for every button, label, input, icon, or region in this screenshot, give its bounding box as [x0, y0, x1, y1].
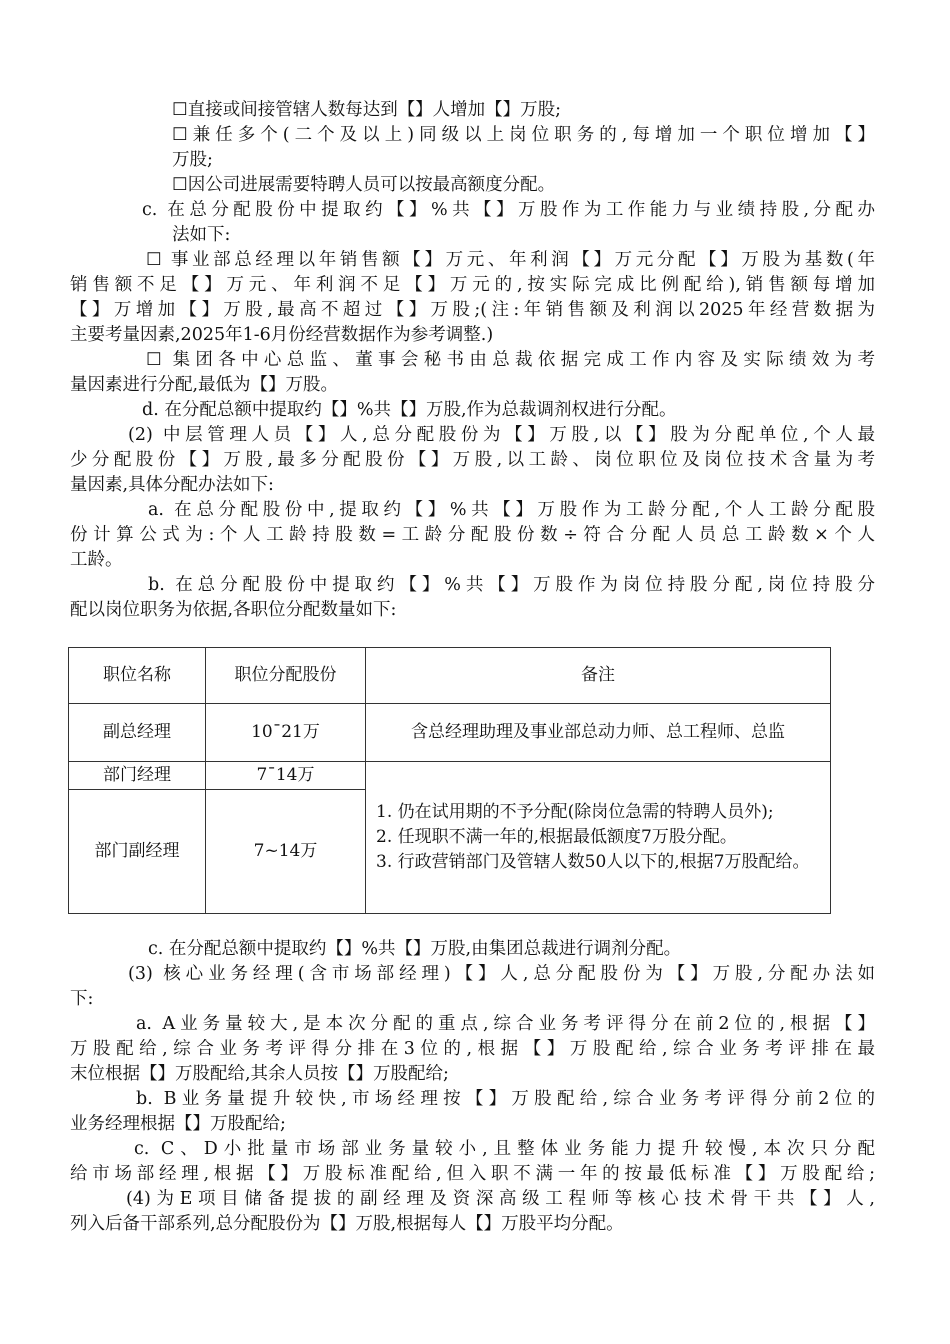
text-line: ☐直接或间接管辖人数每达到【】人增加【】万股; [172, 100, 562, 120]
paragraph-block-bottom [70, 937, 875, 1237]
text-line: 业务经理根据【】万股配给; [70, 1114, 286, 1134]
text-line: 列入后备干部系列,总分配股份为【】万股,根据每人【】万股平均分配。 [70, 1214, 624, 1234]
text-line: c. C、D小批量市场部业务量较小,且整体业务能力提升较慢,本次只分配 [134, 1139, 875, 1159]
row-note: 含总经理助理及事业部总动力师、总工程师、总监 [366, 704, 831, 762]
text-lines-top [70, 98, 875, 623]
text-line: b. B业务量提升较快,市场经理按【】万股配给,综合业务考评得分前2位的 [136, 1089, 875, 1109]
row-shares: 7~14万 [206, 790, 366, 914]
table-header-position: 职位名称 [69, 648, 206, 704]
text-line: 配以岗位职务为依据,各职位分配数量如下: [70, 600, 397, 620]
row-shares: 7¯14万 [206, 762, 366, 790]
text-line: a. 在总分配股份中,提取约【】%共【】万股作为工龄分配,个人工龄分配股 [148, 500, 875, 520]
text-line: (4)为E项目储备提拔的副经理及资深高级工程师等核心技术骨干共【】人, [126, 1189, 875, 1209]
allocation-table [68, 647, 831, 914]
text-line: 主要考量因素,2025年1-6月份经营数据作为参考调整.) [70, 325, 494, 345]
text-line: 万股配给,综合业务考评得分排在3位的,根据【】万股配给,综合业务考评排在最 [70, 1039, 875, 1059]
text-line: (3) 核心业务经理(含市场部经理)【】人,总分配股份为【】万股,分配办法如 [128, 964, 875, 984]
text-line: b. 在总分配股份中提取约【】%共【】万股作为岗位持股分配,岗位持股分 [148, 575, 875, 595]
table-header-note: 备注 [366, 648, 831, 704]
note-item: 2. 任现职不满一年的,根据最低额度7万股分配。 [376, 827, 737, 847]
text-line: (2) 中层管理人员【】人,总分配股份为【】万股,以【】股为分配单位,个人最 [128, 425, 875, 445]
text-line: 量因素进行分配,最低为【】万股。 [70, 375, 339, 395]
shared-note-cell [366, 762, 831, 914]
text-line: c. 在总分配股份中提取约【】%共【】万股作为工作能力与业绩持股,分配办 [142, 200, 875, 220]
text-line: 份计算公式为:个人工龄持股数=工龄分配股份数÷符合分配人员总工龄数×个人 [70, 525, 875, 545]
text-lines-bottom [70, 937, 875, 1237]
text-line: d. 在分配总额中提取约【】%共【】万股,作为总裁调剂权进行分配。 [142, 400, 677, 420]
text-line: ☐ 事业部总经理以年销售额【】万元、年利润【】万元分配【】万股为基数(年 [146, 250, 875, 270]
row-position-name: 部门经理 [69, 762, 206, 790]
text-line: 万股; [172, 150, 213, 170]
row-position-name: 副总经理 [69, 704, 206, 762]
table-header-shares: 职位分配股份 [206, 648, 366, 704]
row-shares: 10¯21万 [206, 704, 366, 762]
text-line: ☐ 集团各中心总监、董事会秘书由总裁依据完成工作内容及实际绩效为考 [146, 350, 875, 370]
table-header-row [69, 648, 831, 704]
table-row [69, 704, 831, 762]
text-line: c. 在分配总额中提取约【】%共【】万股,由集团总裁进行调剂分配。 [148, 939, 682, 959]
text-line: 销售额不足【】万元、年利润不足【】万元的,按实际完成比例配给),销售额每增加 [70, 275, 875, 295]
text-line: ☐兼任多个(二个及以上)同级以上岗位职务的,每增加一个职位增加【】 [172, 125, 875, 145]
text-line: 【】万增加【】万股,最高不超过【】万股;(注:年销售额及利润以2025年经营数据为 [70, 300, 875, 320]
text-line: a. A业务量较大,是本次分配的重点,综合业务考评得分在前2位的,根据【】 [136, 1014, 875, 1034]
note-item: 3. 行政营销部门及管辖人数50人以下的,根据7万股配给。 [376, 852, 810, 872]
note-item: 1. 仍在试用期的不予分配(除岗位急需的特聘人员外); [376, 802, 774, 822]
text-line: 法如下: [172, 225, 231, 245]
text-line: 下: [70, 989, 94, 1009]
text-line: 量因素,具体分配办法如下: [70, 475, 274, 495]
table-row [69, 762, 831, 790]
text-line: ☐因公司进展需要特聘人员可以按最高额度分配。 [172, 175, 556, 195]
text-line: 工龄。 [70, 550, 123, 570]
text-line: 末位根据【】万股配给,其余人员按【】万股配给; [70, 1064, 449, 1084]
text-line: 少分配股份【】万股,最多分配股份【】万股,以工龄、岗位职位及岗位技术含量为考 [70, 450, 875, 470]
row-position-name: 部门副经理 [69, 790, 206, 914]
text-line: 给市场部经理,根据【】万股标准配给,但入职不满一年的按最低标准【】万股配给; [70, 1164, 875, 1184]
paragraph-block-top [70, 98, 875, 623]
